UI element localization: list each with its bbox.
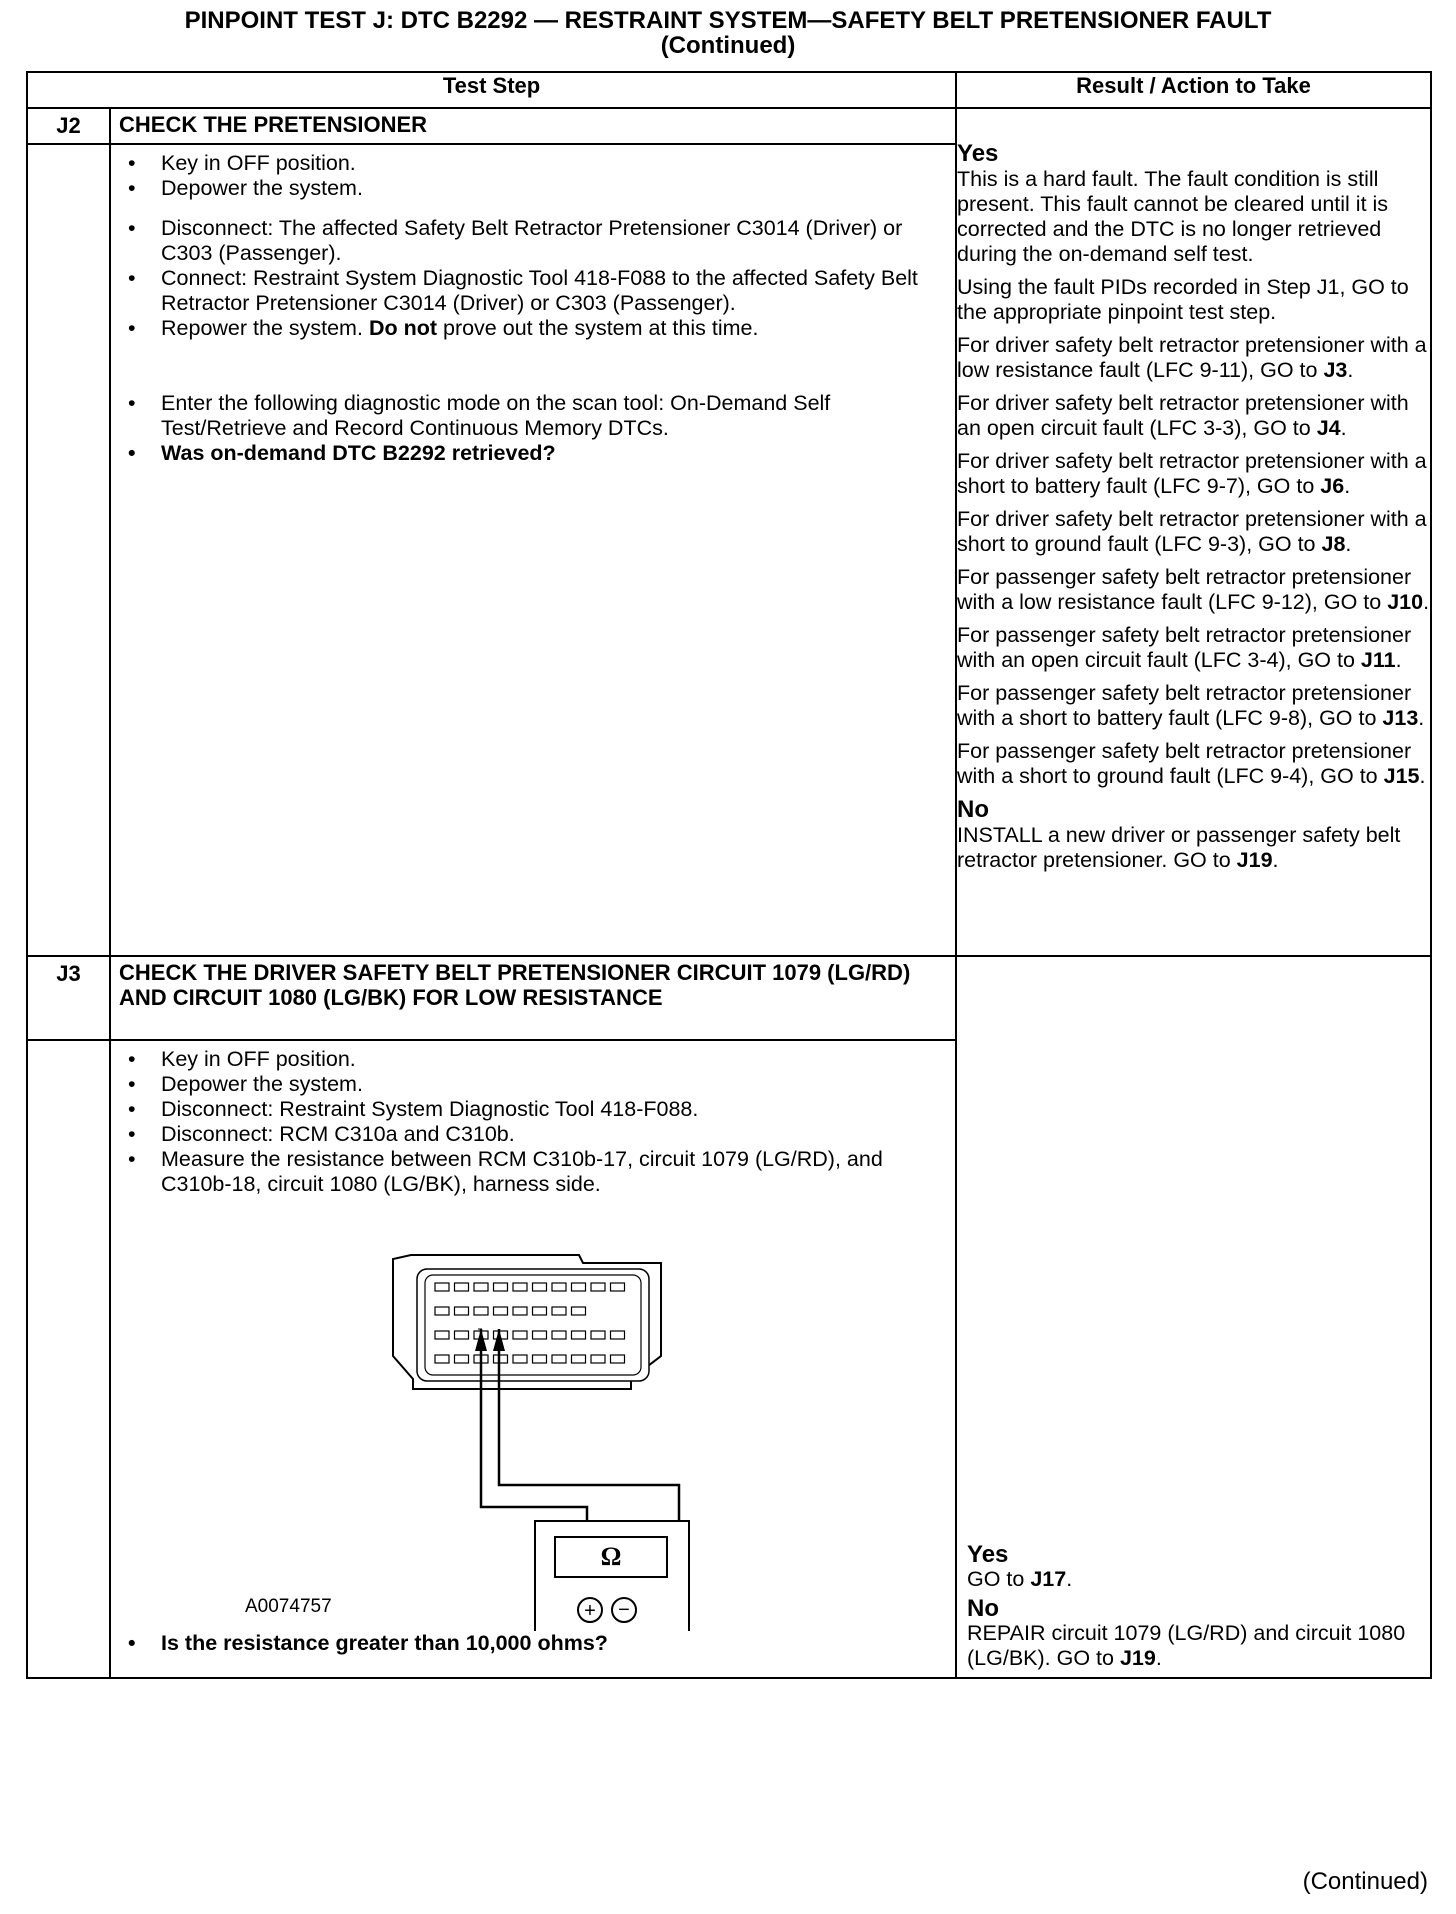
no-label: No bbox=[967, 1595, 1000, 1622]
list-item: • Depower the system. bbox=[121, 1072, 945, 1097]
result-item: For passenger safety belt retractor pretensioner with a short to ground fault (LFC 9-4), GO to J15. bbox=[957, 739, 1426, 788]
list-item: • Connect: Restraint System Diagnostic Tool 418-F088 to the affected Safety Belt Retractor Pretensioner C3014 (Driver) or C303 (Passenger). bbox=[121, 266, 945, 316]
list-item: • Enter the following diagnostic mode on the scan tool: On-Demand Self Test/Retrieve and Record Continuous Memory DTCs. bbox=[121, 391, 945, 441]
connector-pin bbox=[591, 1355, 605, 1363]
connector-pin bbox=[513, 1307, 527, 1315]
connector-pin bbox=[533, 1283, 547, 1291]
page-title: PINPOINT TEST J: DTC B2292 — RESTRAINT SYSTEM—SAFETY BELT PRETENSIONER FAULT bbox=[184, 7, 1272, 34]
ohm-symbol: Ω bbox=[600, 1542, 622, 1571]
connector-pin bbox=[494, 1355, 508, 1363]
step-title: CHECK THE PRETENSIONER bbox=[110, 108, 956, 144]
step-j3-instructions bbox=[110, 1040, 956, 1678]
result-item: For driver safety belt retractor pretensioner with a short to battery fault (LFC 9-7), GO to J6. bbox=[957, 449, 1427, 498]
step-j2-instructions bbox=[110, 144, 956, 956]
connector-pin bbox=[552, 1331, 566, 1339]
connector-pin bbox=[591, 1331, 605, 1339]
connector-pin bbox=[513, 1355, 527, 1363]
connector-pin bbox=[494, 1283, 508, 1291]
no-label: No bbox=[957, 796, 990, 823]
result-text: GO to J17. bbox=[967, 1567, 1073, 1591]
step-j3-title-row bbox=[27, 956, 1431, 1040]
connector-pin bbox=[435, 1355, 449, 1363]
result-item: For driver safety belt retractor pretensioner with an open circuit fault (LFC 3-3), GO to J4. bbox=[957, 391, 1409, 440]
connector-pin bbox=[455, 1307, 469, 1315]
connector-diagram bbox=[111, 1201, 955, 1631]
list-item: • Measure the resistance between RCM C310b-17, circuit 1079 (LG/RD), and C310b-18, circuit 1080 (LG/BK), harness side. bbox=[121, 1147, 945, 1197]
result-item: For driver safety belt retractor pretensioner with a low resistance fault (LFC 9-11), GO to J3. bbox=[957, 333, 1427, 382]
list-item: • Disconnect: Restraint System Diagnostic Tool 418-F088. bbox=[121, 1097, 945, 1122]
connector-pin bbox=[474, 1307, 488, 1315]
pinpoint-test-table bbox=[26, 71, 1432, 1679]
connector-pin bbox=[552, 1283, 566, 1291]
step-j2-title-row bbox=[27, 108, 1431, 144]
step-j3-result bbox=[956, 956, 1431, 1678]
connector-pin bbox=[591, 1283, 605, 1291]
connector-pin bbox=[455, 1355, 469, 1363]
connector-pin bbox=[552, 1355, 566, 1363]
connector-pin bbox=[572, 1355, 586, 1363]
connector-pin bbox=[474, 1283, 488, 1291]
connector-pin bbox=[611, 1331, 625, 1339]
continued-note: (Continued) bbox=[1302, 1868, 1428, 1895]
page-subtitle: (Continued) bbox=[660, 32, 796, 59]
list-item: • Disconnect: RCM C310a and C310b. bbox=[121, 1122, 945, 1147]
list-item: • Key in OFF position. bbox=[121, 151, 945, 176]
plus-terminal: + bbox=[584, 1600, 596, 1622]
connector-pin bbox=[533, 1307, 547, 1315]
list-item: • Key in OFF position. bbox=[121, 1047, 945, 1072]
result-text: REPAIR circuit 1079 (LG/RD) and circuit 1080 (LG/BK). GO to J19. bbox=[967, 1621, 1406, 1670]
connector-resistance-diagram bbox=[111, 1201, 957, 1631]
step-number: J2 bbox=[27, 108, 110, 144]
step-title: CHECK THE DRIVER SAFETY BELT PRETENSIONER CIRCUIT 1079 (LG/RD) AND CIRCUIT 1080 (LG/BK) FOR LOW RESISTANCE bbox=[110, 956, 956, 1040]
result-text: Using the fault PIDs recorded in Step J1, GO to the appropriate pinpoint test step. bbox=[957, 275, 1409, 324]
connector-pin bbox=[494, 1307, 508, 1315]
result-text: This is a hard fault. The fault condition is still present. This fault cannot be cleared until it is corrected and the DTC is no longer retrieved during the on-demand self test. bbox=[957, 167, 1389, 266]
list-item: • Is the resistance greater than 10,000 ohms? bbox=[121, 1631, 945, 1656]
connector-pin bbox=[455, 1331, 469, 1339]
connector-pin bbox=[611, 1283, 625, 1291]
result-item: For passenger safety belt retractor pretensioner with a low resistance fault (LFC 9-12), GO to J10. bbox=[957, 565, 1430, 614]
list-item: • Repower the system. Do not prove out the system at this time. bbox=[121, 316, 945, 341]
list-item: • Was on-demand DTC B2292 retrieved? bbox=[121, 441, 945, 466]
connector-pin bbox=[455, 1283, 469, 1291]
connector-pin bbox=[533, 1331, 547, 1339]
connector-pin bbox=[611, 1355, 625, 1363]
connector-pin bbox=[552, 1307, 566, 1315]
minus-terminal: − bbox=[618, 1599, 630, 1621]
connector-pin bbox=[435, 1283, 449, 1291]
connector-pin bbox=[572, 1283, 586, 1291]
column-header-result: Result / Action to Take bbox=[956, 72, 1431, 108]
result-item: For driver safety belt retractor pretensioner with a short to ground fault (LFC 9-3), GO to J8. bbox=[957, 507, 1427, 556]
step-j2-result bbox=[956, 108, 1431, 956]
result-item: For passenger safety belt retractor pretensioner with a short to battery fault (LFC 9-8), GO to J13. bbox=[957, 681, 1425, 730]
connector-pin bbox=[572, 1331, 586, 1339]
connector-pin bbox=[572, 1307, 586, 1315]
connector-pin bbox=[533, 1355, 547, 1363]
result-item: For passenger safety belt retractor pretensioner with an open circuit fault (LFC 3-4), GO to J11. bbox=[957, 623, 1412, 672]
column-header-test-step: Test Step bbox=[27, 72, 956, 108]
connector-pin bbox=[513, 1331, 527, 1339]
step-number: J3 bbox=[27, 956, 110, 1040]
figure-id: A0074757 bbox=[245, 1596, 332, 1617]
list-item: • Depower the system. bbox=[121, 176, 945, 201]
connector-pin bbox=[435, 1331, 449, 1339]
yes-label: Yes bbox=[957, 140, 999, 167]
result-text: INSTALL a new driver or passenger safety belt retractor pretensioner. GO to J19. bbox=[957, 823, 1401, 872]
list-item: • Disconnect: The affected Safety Belt Retractor Pretensioner C3014 (Driver) or C303 (Passenger). bbox=[121, 216, 945, 266]
table-header-row bbox=[27, 72, 1431, 108]
connector-pin bbox=[435, 1307, 449, 1315]
yes-label: Yes bbox=[967, 1541, 1009, 1568]
connector-pin bbox=[513, 1283, 527, 1291]
